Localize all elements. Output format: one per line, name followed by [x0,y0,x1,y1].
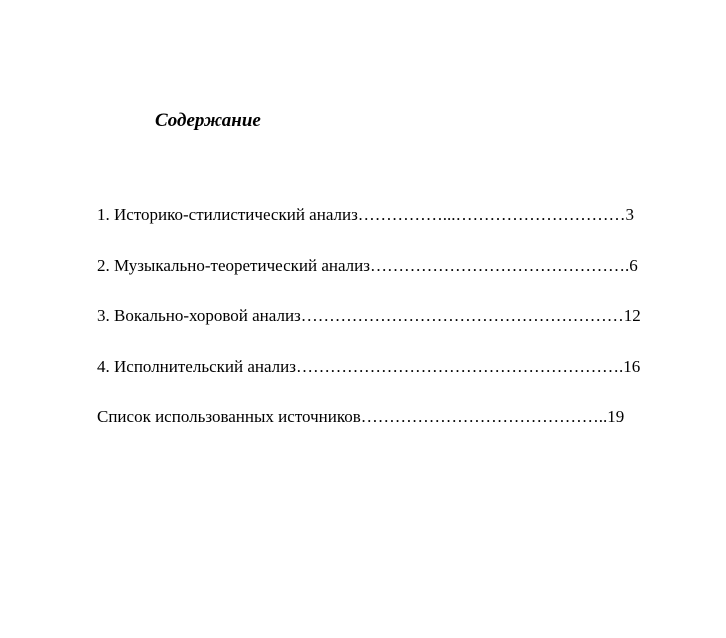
toc-entry: 2. Музыкально-теоретический анализ……………………………………….6 [97,255,638,275]
page-title: Содержание [155,110,261,131]
toc-entry: 3. Вокально-хоровой анализ…………………………………………………12 [97,306,641,325]
table-of-contents [97,204,641,457]
toc-entry: 4. Исполнительский анализ………………………………………………….16 [97,356,641,376]
toc-entry: Список использованных источников……………………………………..19 [97,407,625,426]
toc-entry: 1. Историко-стилистический анализ……………...…………………………3 [97,205,635,224]
